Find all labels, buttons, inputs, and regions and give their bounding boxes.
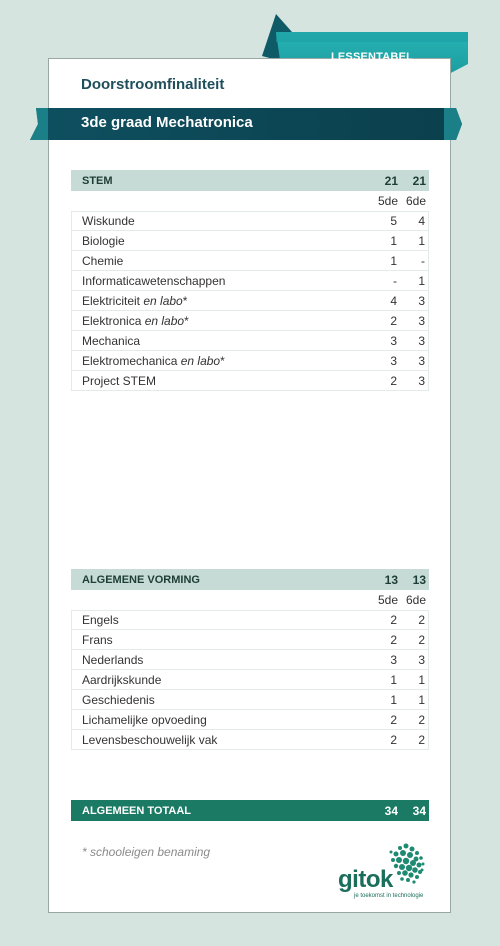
table-row xyxy=(71,630,429,650)
logo-dot xyxy=(412,880,415,883)
logo-dot xyxy=(422,863,425,866)
logo-dot xyxy=(417,863,422,868)
logo-dot xyxy=(403,858,409,864)
hours-6de: 1 xyxy=(418,273,425,288)
logo-dot xyxy=(397,871,401,875)
subject-name: Mechanica xyxy=(82,333,141,348)
logo-dot xyxy=(412,867,418,873)
logo-dot xyxy=(390,851,393,854)
hours-5de: 5 xyxy=(390,214,397,228)
hours-5de: 1 xyxy=(390,672,397,687)
section-total-6: 13 xyxy=(412,572,426,587)
table-row xyxy=(71,371,429,391)
section-total-6: 21 xyxy=(412,173,426,188)
hours-5de: 1 xyxy=(390,253,397,268)
subject-name: Engels xyxy=(82,613,119,627)
hours-5de: 3 xyxy=(390,333,397,348)
subject-name: Chemie xyxy=(82,253,124,268)
hours-5de: 4 xyxy=(390,293,397,308)
year-6-label: 6de xyxy=(405,194,426,208)
hours-5de: 3 xyxy=(390,652,397,667)
logo-word: gitok xyxy=(338,866,393,893)
section-header xyxy=(71,569,429,590)
subject-name: Informaticawetenschappen xyxy=(82,273,226,288)
hours-6de: 3 xyxy=(418,353,425,368)
subject-name: Aardrijkskunde xyxy=(82,672,162,687)
subject-name: Elektriciteit en labo* xyxy=(82,293,188,308)
stem-rows xyxy=(71,211,429,391)
hours-6de: 1 xyxy=(418,672,425,687)
section-total-5: 13 xyxy=(384,572,398,587)
table-row xyxy=(71,331,429,351)
hours-6de: 3 xyxy=(418,293,425,308)
footnote: * schooleigen benaming xyxy=(82,845,211,859)
hours-5de: 2 xyxy=(390,373,397,388)
section-name: STEM xyxy=(82,174,113,187)
year-5-label: 5de xyxy=(377,194,398,208)
logo-dot xyxy=(400,877,404,881)
subject-name: Project STEM xyxy=(82,373,157,388)
logo-dot xyxy=(396,857,402,863)
page-title: Doorstroomfinaliteit xyxy=(81,76,225,93)
year-header xyxy=(71,590,429,610)
subject-name: Lichamelijke opvoeding xyxy=(82,712,207,727)
ribbon-title: 3de graad Mechatronica xyxy=(81,114,253,131)
hours-6de: 2 xyxy=(418,712,425,727)
table-row xyxy=(71,610,429,630)
logo-dot xyxy=(398,846,402,850)
logo-dot xyxy=(400,850,406,856)
hours-6de: 3 xyxy=(418,652,425,667)
logo-dot xyxy=(410,847,415,852)
subject-name: Wiskunde xyxy=(82,214,135,228)
logo-dot xyxy=(408,872,413,877)
table-row xyxy=(71,291,429,311)
table-row xyxy=(71,710,429,730)
subject-name: Frans xyxy=(82,632,113,647)
logo-dot xyxy=(419,856,423,860)
subject-name: Biologie xyxy=(82,233,125,248)
total-5: 34 xyxy=(384,803,398,818)
table-row xyxy=(71,251,429,271)
logo-dot xyxy=(394,852,399,857)
hours-5de: 1 xyxy=(390,233,397,248)
table-row xyxy=(71,650,429,670)
section-total-5: 21 xyxy=(384,173,398,188)
logo-dot xyxy=(421,869,424,872)
logo-dot xyxy=(391,858,395,862)
hours-5de: 2 xyxy=(390,632,397,647)
subject-name: Elektronica en labo* xyxy=(82,313,189,328)
hours-5de: 2 xyxy=(390,712,397,727)
table-row xyxy=(71,690,429,710)
subject-name: Geschiedenis xyxy=(82,692,155,707)
algemeen-rows xyxy=(71,610,429,750)
subject-name: Elektromechanica en labo* xyxy=(82,353,225,368)
total-label: ALGEMEEN TOTAAL xyxy=(82,804,191,817)
logo-dot xyxy=(404,844,409,849)
logo-dot xyxy=(407,852,413,858)
hours-5de: 2 xyxy=(390,613,397,627)
section-header xyxy=(71,170,429,191)
logo-dot xyxy=(399,864,405,870)
logo-dot xyxy=(406,878,410,882)
hours-5de: - xyxy=(393,273,397,288)
table-row xyxy=(71,730,429,750)
logo-tagline: je toekomst in technologie xyxy=(354,893,424,899)
hours-6de: 2 xyxy=(418,632,425,647)
hours-5de: 2 xyxy=(390,732,397,747)
total-bar xyxy=(71,800,429,821)
table-row xyxy=(71,211,429,231)
hours-6de: 1 xyxy=(418,233,425,248)
subject-name: Levensbeschouwelijk vak xyxy=(82,732,218,747)
hours-6de: 1 xyxy=(418,692,425,707)
table-row xyxy=(71,271,429,291)
section-stem xyxy=(71,170,429,391)
hours-6de: 2 xyxy=(418,613,425,627)
hours-6de: 4 xyxy=(418,214,425,228)
section-algemene-vorming xyxy=(71,569,429,750)
logo-dot xyxy=(415,875,419,879)
year-5-label: 5de xyxy=(377,593,398,607)
total-6: 34 xyxy=(412,803,426,818)
year-header xyxy=(71,191,429,211)
hours-5de: 1 xyxy=(390,692,397,707)
year-6-label: 6de xyxy=(405,593,426,607)
hours-6de: 3 xyxy=(418,313,425,328)
section-name: ALGEMENE VORMING xyxy=(82,573,200,586)
hours-5de: 3 xyxy=(390,353,397,368)
hours-6de: 3 xyxy=(418,373,425,388)
logo-dot xyxy=(410,860,416,866)
hours-6de: - xyxy=(421,253,425,268)
logo-dot xyxy=(415,851,419,855)
table-row xyxy=(71,311,429,331)
hours-6de: 2 xyxy=(418,732,425,747)
logo-dot xyxy=(394,864,398,868)
subject-name: Nederlands xyxy=(82,652,144,667)
hours-5de: 2 xyxy=(390,313,397,328)
tab-label: LESSENTABEL xyxy=(330,51,414,63)
hours-6de: 3 xyxy=(418,333,425,348)
table-row xyxy=(71,351,429,371)
logo-dot xyxy=(406,865,412,871)
table-row xyxy=(71,231,429,251)
logo-dot xyxy=(402,870,408,876)
table-row xyxy=(71,670,429,690)
